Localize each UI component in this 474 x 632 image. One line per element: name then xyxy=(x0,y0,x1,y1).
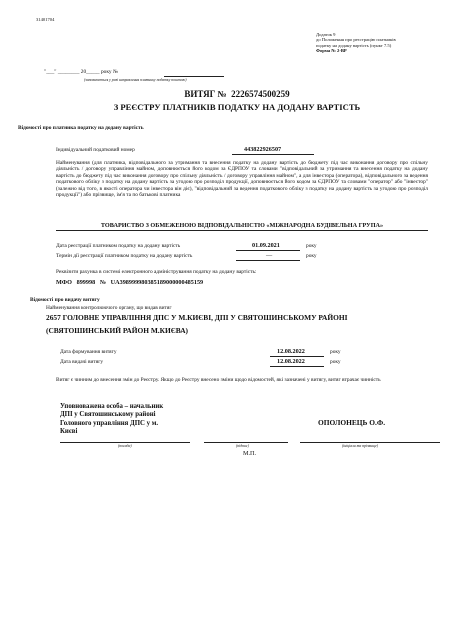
header-number-underline xyxy=(164,76,224,77)
issued-date-value: 12.08.2022 xyxy=(277,358,305,365)
validity-note: Витяг є чинним до внесення змін до Реєстру. Якщо до Реєстру внесено зміни щодо відомостей, які зазначені у витягу, витяг втрачає чинність xyxy=(56,377,381,383)
form-number: Форма № 2-ВР xyxy=(316,48,347,54)
appendix-line: Додаток 9 xyxy=(316,32,336,37)
account-line xyxy=(56,279,203,286)
official-line: Уповноважена особа – начальник xyxy=(60,403,164,410)
appendix-block xyxy=(316,32,466,54)
official-line: ДПІ у Святошинському районі xyxy=(60,411,156,419)
formed-date-value: 12.08.2022 xyxy=(277,348,305,355)
stamp-place: М.П. xyxy=(243,450,257,457)
payer-name-underline xyxy=(56,230,428,231)
signature-underline xyxy=(204,442,288,443)
header-date-line: "___" ________ 20_____ року № xyxy=(44,69,119,75)
mfo-value: 899998 xyxy=(76,279,96,286)
account-number-label: № xyxy=(99,279,107,286)
appendix-line: податку на додану вартість (пункт 7.5) xyxy=(316,42,392,48)
ipn-underline xyxy=(232,154,314,155)
title-line-1 xyxy=(0,89,474,99)
official-name-caption: (ініціали та прізвище) xyxy=(342,444,379,448)
mfo-label: МФО xyxy=(56,279,72,286)
ipn-value: 443822926507 xyxy=(244,146,282,153)
term-label: Термін дії реєстрації платником податку на додану вартість xyxy=(56,253,193,259)
position-underline xyxy=(60,442,190,443)
official-line: Головного управління ДПС у м. xyxy=(60,419,159,427)
term-suffix: року xyxy=(306,253,317,259)
issued-date-label: Дата видачі витягу xyxy=(60,359,104,365)
position-caption: (посада) xyxy=(118,444,132,448)
reg-date-suffix: року xyxy=(306,243,317,249)
reg-date-value: 01.09.2021 xyxy=(252,242,280,249)
document-code: 31401704 xyxy=(36,17,55,22)
authority-line-1: 2657 ГОЛОВНЕ УПРАВЛІННЯ ДПС У М.КИЄВІ, ДПІ У СВЯТОШИНСЬКОМУ РАЙОНІ xyxy=(46,313,348,322)
official-position xyxy=(60,403,200,437)
title-label: ВИТЯГ № xyxy=(184,89,227,99)
issued-date-underline xyxy=(270,366,324,367)
extract-section-heading: Відомості про видачу витягу xyxy=(30,297,100,303)
formed-date-suffix: року xyxy=(330,349,341,355)
authority-label: Найменування контролюючого органу, що видав витяг xyxy=(46,305,172,311)
reg-date-label: Дата реєстрації платником податку на додану вартість xyxy=(56,243,181,249)
payer-section-heading: Відомості про платника податку на додану вартість xyxy=(18,125,144,131)
title-line-2: З РЕЄСТРУ ПЛАТНИКІВ ПОДАТКУ НА ДОДАНУ ВАРТІСТЬ xyxy=(113,102,361,112)
official-name-underline xyxy=(300,442,440,443)
account-label: Реквізити рахунка в системі електронного адміністрування податку на додану вартість: xyxy=(56,269,257,275)
header-date-caption: (заповнюється у разі направлення платнику податку поштою) xyxy=(84,78,187,82)
official-name: ОПОЛОНЕЦЬ О.Ф. xyxy=(318,418,386,427)
payer-name: ТОВАРИСТВО З ОБМЕЖЕНОЮ ВІДПОВІДАЛЬНІСТЮ «МІЖНАРОДНА БУДІВЕЛЬНА ГРУПА» xyxy=(100,222,384,229)
formed-date-label: Дата формування витягу xyxy=(60,349,117,355)
extract-number: 2226574500259 xyxy=(231,89,290,99)
ipn-label: Індивідуальний податковий номер xyxy=(56,147,135,153)
term-value: — xyxy=(266,252,273,259)
authority-line-2: (СВЯТОШИНСЬКИЙ РАЙОН М.КИЄВА) xyxy=(46,326,189,335)
appendix-line: до Положення про реєстрацію платників xyxy=(316,37,396,43)
signature-caption: (підпис) xyxy=(236,444,249,448)
reg-date-underline xyxy=(236,250,300,251)
term-underline xyxy=(236,260,300,261)
issued-date-suffix: року xyxy=(330,359,341,365)
account-number-value: UA398999980385189000000485159 xyxy=(110,279,204,286)
name-instructions: Найменування (для платника, відповідального за утримання та внесення податку на додану вартість до бюджету під час виконання договору про спільну діяльність / договору управління майном, доповнюється його кодом за ЄДРПОУ та словами "відповідальний за утримання та внесення податку на додану вартість до бюджету під час виконання договору про спільну діяльність / договору управління майном", а для інвестора (оператора), відповідального за ведення податкового обліку з податку на додану вартість за угодою про розподіл продукції, доповнюється його кодом за ЄДРПОУ та словами "оператор" або "інвестор" (залежно від того, в якості оператора чи інвестора він діє), "відповідальний за ведення податкового обліку з податку на додану вартість за угодою про розподіл продукції") або прізвище, ім'я та по батькові платника xyxy=(56,160,428,199)
official-line: Києві xyxy=(60,428,78,436)
formed-date-underline xyxy=(270,356,324,357)
